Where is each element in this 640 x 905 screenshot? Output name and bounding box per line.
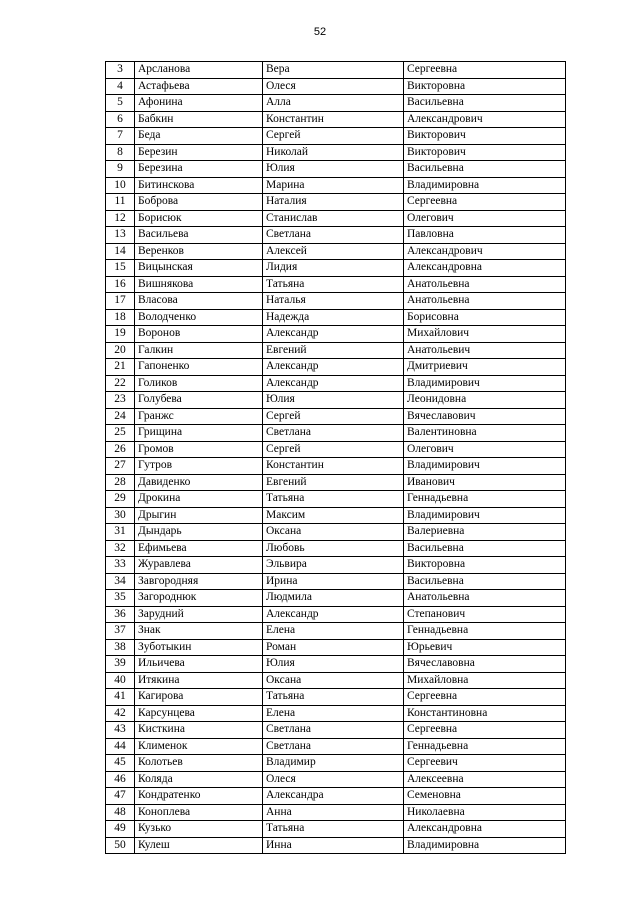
first-name-cell: Ирина xyxy=(263,573,404,590)
patronymic-cell: Владимировна xyxy=(404,837,566,854)
table-row xyxy=(106,590,566,607)
table-row xyxy=(106,392,566,409)
first-name-cell: Эльвира xyxy=(263,557,404,574)
table-row xyxy=(106,755,566,772)
row-number-cell: 10 xyxy=(106,177,135,194)
roster-table-body xyxy=(106,62,566,854)
first-name-cell: Светлана xyxy=(263,722,404,739)
patronymic-cell: Александрович xyxy=(404,111,566,128)
last-name-cell: Бабкин xyxy=(135,111,263,128)
last-name-cell: Воронов xyxy=(135,326,263,343)
last-name-cell: Борисюк xyxy=(135,210,263,227)
first-name-cell: Татьяна xyxy=(263,491,404,508)
table-row xyxy=(106,194,566,211)
last-name-cell: Дрокина xyxy=(135,491,263,508)
patronymic-cell: Степанович xyxy=(404,606,566,623)
last-name-cell: Дрыгин xyxy=(135,507,263,524)
row-number-cell: 7 xyxy=(106,128,135,145)
table-row xyxy=(106,656,566,673)
last-name-cell: Гутров xyxy=(135,458,263,475)
first-name-cell: Любовь xyxy=(263,540,404,557)
row-number-cell: 13 xyxy=(106,227,135,244)
last-name-cell: Гранжс xyxy=(135,408,263,425)
table-row xyxy=(106,689,566,706)
row-number-cell: 48 xyxy=(106,804,135,821)
table-row xyxy=(106,771,566,788)
patronymic-cell: Васильевна xyxy=(404,540,566,557)
last-name-cell: Березина xyxy=(135,161,263,178)
row-number-cell: 32 xyxy=(106,540,135,557)
roster-table xyxy=(105,61,566,854)
patronymic-cell: Владимирович xyxy=(404,458,566,475)
last-name-cell: Вицынская xyxy=(135,260,263,277)
table-row xyxy=(106,804,566,821)
row-number-cell: 27 xyxy=(106,458,135,475)
patronymic-cell: Валериевна xyxy=(404,524,566,541)
row-number-cell: 39 xyxy=(106,656,135,673)
last-name-cell: Завгородняя xyxy=(135,573,263,590)
patronymic-cell: Александрович xyxy=(404,243,566,260)
last-name-cell: Коляда xyxy=(135,771,263,788)
last-name-cell: Клименок xyxy=(135,738,263,755)
table-row xyxy=(106,507,566,524)
row-number-cell: 30 xyxy=(106,507,135,524)
first-name-cell: Сергей xyxy=(263,441,404,458)
first-name-cell: Елена xyxy=(263,705,404,722)
table-row xyxy=(106,722,566,739)
patronymic-cell: Анатольевна xyxy=(404,276,566,293)
patronymic-cell: Викторович xyxy=(404,128,566,145)
table-row xyxy=(106,425,566,442)
table-row xyxy=(106,540,566,557)
first-name-cell: Инна xyxy=(263,837,404,854)
table-row xyxy=(106,474,566,491)
first-name-cell: Роман xyxy=(263,639,404,656)
row-number-cell: 8 xyxy=(106,144,135,161)
first-name-cell: Алексей xyxy=(263,243,404,260)
table-row xyxy=(106,177,566,194)
row-number-cell: 9 xyxy=(106,161,135,178)
first-name-cell: Татьяна xyxy=(263,276,404,293)
first-name-cell: Александр xyxy=(263,606,404,623)
last-name-cell: Беда xyxy=(135,128,263,145)
table-row xyxy=(106,557,566,574)
last-name-cell: Зуботыкин xyxy=(135,639,263,656)
last-name-cell: Загороднюк xyxy=(135,590,263,607)
row-number-cell: 6 xyxy=(106,111,135,128)
table-row xyxy=(106,227,566,244)
last-name-cell: Кулеш xyxy=(135,837,263,854)
first-name-cell: Максим xyxy=(263,507,404,524)
patronymic-cell: Сергеевна xyxy=(404,722,566,739)
last-name-cell: Битинскова xyxy=(135,177,263,194)
row-number-cell: 16 xyxy=(106,276,135,293)
last-name-cell: Володченко xyxy=(135,309,263,326)
row-number-cell: 29 xyxy=(106,491,135,508)
first-name-cell: Татьяна xyxy=(263,689,404,706)
patronymic-cell: Викторовна xyxy=(404,557,566,574)
first-name-cell: Алла xyxy=(263,95,404,112)
first-name-cell: Юлия xyxy=(263,656,404,673)
row-number-cell: 17 xyxy=(106,293,135,310)
row-number-cell: 18 xyxy=(106,309,135,326)
last-name-cell: Галкин xyxy=(135,342,263,359)
first-name-cell: Александра xyxy=(263,788,404,805)
row-number-cell: 50 xyxy=(106,837,135,854)
row-number-cell: 4 xyxy=(106,78,135,95)
last-name-cell: Астафьева xyxy=(135,78,263,95)
last-name-cell: Кузько xyxy=(135,821,263,838)
table-row xyxy=(106,408,566,425)
patronymic-cell: Викторовна xyxy=(404,78,566,95)
first-name-cell: Лидия xyxy=(263,260,404,277)
first-name-cell: Оксана xyxy=(263,524,404,541)
patronymic-cell: Павловна xyxy=(404,227,566,244)
last-name-cell: Афонина xyxy=(135,95,263,112)
table-row xyxy=(106,276,566,293)
last-name-cell: Дындарь xyxy=(135,524,263,541)
first-name-cell: Надежда xyxy=(263,309,404,326)
first-name-cell: Александр xyxy=(263,326,404,343)
row-number-cell: 12 xyxy=(106,210,135,227)
first-name-cell: Марина xyxy=(263,177,404,194)
first-name-cell: Николай xyxy=(263,144,404,161)
last-name-cell: Давиденко xyxy=(135,474,263,491)
row-number-cell: 24 xyxy=(106,408,135,425)
last-name-cell: Гапоненко xyxy=(135,359,263,376)
last-name-cell: Кисткина xyxy=(135,722,263,739)
table-row xyxy=(106,309,566,326)
row-number-cell: 45 xyxy=(106,755,135,772)
last-name-cell: Ильичева xyxy=(135,656,263,673)
patronymic-cell: Владимировна xyxy=(404,177,566,194)
patronymic-cell: Валентиновна xyxy=(404,425,566,442)
last-name-cell: Арсланова xyxy=(135,62,263,79)
row-number-cell: 47 xyxy=(106,788,135,805)
row-number-cell: 38 xyxy=(106,639,135,656)
first-name-cell: Сергей xyxy=(263,128,404,145)
patronymic-cell: Леонидовна xyxy=(404,392,566,409)
patronymic-cell: Геннадьевна xyxy=(404,623,566,640)
row-number-cell: 11 xyxy=(106,194,135,211)
patronymic-cell: Вячеславович xyxy=(404,408,566,425)
table-row xyxy=(106,78,566,95)
first-name-cell: Александр xyxy=(263,359,404,376)
row-number-cell: 26 xyxy=(106,441,135,458)
row-number-cell: 31 xyxy=(106,524,135,541)
row-number-cell: 15 xyxy=(106,260,135,277)
first-name-cell: Наталья xyxy=(263,293,404,310)
last-name-cell: Карсунцева xyxy=(135,705,263,722)
patronymic-cell: Юрьевич xyxy=(404,639,566,656)
row-number-cell: 34 xyxy=(106,573,135,590)
last-name-cell: Боброва xyxy=(135,194,263,211)
table-row xyxy=(106,606,566,623)
first-name-cell: Евгений xyxy=(263,474,404,491)
table-row xyxy=(106,62,566,79)
last-name-cell: Громов xyxy=(135,441,263,458)
page-number: 52 xyxy=(313,26,327,38)
first-name-cell: Константин xyxy=(263,111,404,128)
patronymic-cell: Михайловна xyxy=(404,672,566,689)
last-name-cell: Знак xyxy=(135,623,263,640)
row-number-cell: 33 xyxy=(106,557,135,574)
last-name-cell: Кондратенко xyxy=(135,788,263,805)
patronymic-cell: Анатольевич xyxy=(404,342,566,359)
patronymic-cell: Олегович xyxy=(404,441,566,458)
last-name-cell: Веренков xyxy=(135,243,263,260)
row-number-cell: 49 xyxy=(106,821,135,838)
first-name-cell: Юлия xyxy=(263,161,404,178)
table-row xyxy=(106,375,566,392)
table-row xyxy=(106,623,566,640)
patronymic-cell: Владимирович xyxy=(404,507,566,524)
first-name-cell: Людмила xyxy=(263,590,404,607)
patronymic-cell: Васильевна xyxy=(404,573,566,590)
row-number-cell: 5 xyxy=(106,95,135,112)
row-number-cell: 14 xyxy=(106,243,135,260)
patronymic-cell: Олегович xyxy=(404,210,566,227)
row-number-cell: 23 xyxy=(106,392,135,409)
row-number-cell: 35 xyxy=(106,590,135,607)
table-row xyxy=(106,342,566,359)
table-row xyxy=(106,243,566,260)
patronymic-cell: Анатольевна xyxy=(404,590,566,607)
patronymic-cell: Семеновна xyxy=(404,788,566,805)
first-name-cell: Юлия xyxy=(263,392,404,409)
table-row xyxy=(106,128,566,145)
first-name-cell: Светлана xyxy=(263,227,404,244)
table-row xyxy=(106,639,566,656)
row-number-cell: 44 xyxy=(106,738,135,755)
last-name-cell: Журавлева xyxy=(135,557,263,574)
table-row xyxy=(106,161,566,178)
row-number-cell: 41 xyxy=(106,689,135,706)
patronymic-cell: Викторович xyxy=(404,144,566,161)
patronymic-cell: Борисовна xyxy=(404,309,566,326)
table-row xyxy=(106,821,566,838)
first-name-cell: Анна xyxy=(263,804,404,821)
first-name-cell: Олеся xyxy=(263,78,404,95)
first-name-cell: Оксана xyxy=(263,672,404,689)
row-number-cell: 3 xyxy=(106,62,135,79)
last-name-cell: Березин xyxy=(135,144,263,161)
table-row xyxy=(106,210,566,227)
patronymic-cell: Александровна xyxy=(404,260,566,277)
patronymic-cell: Васильевна xyxy=(404,161,566,178)
patronymic-cell: Александровна xyxy=(404,821,566,838)
last-name-cell: Голубева xyxy=(135,392,263,409)
patronymic-cell: Сергеевна xyxy=(404,689,566,706)
row-number-cell: 42 xyxy=(106,705,135,722)
first-name-cell: Владимир xyxy=(263,755,404,772)
row-number-cell: 25 xyxy=(106,425,135,442)
last-name-cell: Итякина xyxy=(135,672,263,689)
table-row xyxy=(106,260,566,277)
last-name-cell: Голиков xyxy=(135,375,263,392)
first-name-cell: Вера xyxy=(263,62,404,79)
last-name-cell: Грищина xyxy=(135,425,263,442)
first-name-cell: Сергей xyxy=(263,408,404,425)
table-row xyxy=(106,738,566,755)
patronymic-cell: Сергеевна xyxy=(404,194,566,211)
patronymic-cell: Васильевна xyxy=(404,95,566,112)
patronymic-cell: Вячеславовна xyxy=(404,656,566,673)
table-row xyxy=(106,491,566,508)
last-name-cell: Васильева xyxy=(135,227,263,244)
patronymic-cell: Николаевна xyxy=(404,804,566,821)
patronymic-cell: Геннадьевна xyxy=(404,491,566,508)
last-name-cell: Власова xyxy=(135,293,263,310)
row-number-cell: 19 xyxy=(106,326,135,343)
table-row xyxy=(106,458,566,475)
table-row xyxy=(106,293,566,310)
patronymic-cell: Михайлович xyxy=(404,326,566,343)
patronymic-cell: Иванович xyxy=(404,474,566,491)
row-number-cell: 22 xyxy=(106,375,135,392)
table-row xyxy=(106,705,566,722)
patronymic-cell: Владимирович xyxy=(404,375,566,392)
patronymic-cell: Анатольевна xyxy=(404,293,566,310)
table-row xyxy=(106,95,566,112)
table-row xyxy=(106,788,566,805)
first-name-cell: Наталия xyxy=(263,194,404,211)
first-name-cell: Олеся xyxy=(263,771,404,788)
first-name-cell: Евгений xyxy=(263,342,404,359)
patronymic-cell: Геннадьевна xyxy=(404,738,566,755)
patronymic-cell: Сергеевич xyxy=(404,755,566,772)
patronymic-cell: Константиновна xyxy=(404,705,566,722)
table-row xyxy=(106,326,566,343)
table-row xyxy=(106,359,566,376)
last-name-cell: Колотьев xyxy=(135,755,263,772)
row-number-cell: 40 xyxy=(106,672,135,689)
table-row xyxy=(106,441,566,458)
row-number-cell: 46 xyxy=(106,771,135,788)
table-row xyxy=(106,672,566,689)
patronymic-cell: Дмитриевич xyxy=(404,359,566,376)
row-number-cell: 20 xyxy=(106,342,135,359)
last-name-cell: Вишнякова xyxy=(135,276,263,293)
patronymic-cell: Сергеевна xyxy=(404,62,566,79)
first-name-cell: Елена xyxy=(263,623,404,640)
table-row xyxy=(106,144,566,161)
table-row xyxy=(106,111,566,128)
first-name-cell: Светлана xyxy=(263,425,404,442)
row-number-cell: 21 xyxy=(106,359,135,376)
first-name-cell: Станислав xyxy=(263,210,404,227)
table-row xyxy=(106,573,566,590)
first-name-cell: Александр xyxy=(263,375,404,392)
table-row xyxy=(106,524,566,541)
table-row xyxy=(106,837,566,854)
last-name-cell: Кагирова xyxy=(135,689,263,706)
row-number-cell: 28 xyxy=(106,474,135,491)
row-number-cell: 36 xyxy=(106,606,135,623)
last-name-cell: Зарудний xyxy=(135,606,263,623)
first-name-cell: Светлана xyxy=(263,738,404,755)
last-name-cell: Коноплева xyxy=(135,804,263,821)
row-number-cell: 37 xyxy=(106,623,135,640)
last-name-cell: Ефимьева xyxy=(135,540,263,557)
patronymic-cell: Алексеевна xyxy=(404,771,566,788)
row-number-cell: 43 xyxy=(106,722,135,739)
first-name-cell: Константин xyxy=(263,458,404,475)
first-name-cell: Татьяна xyxy=(263,821,404,838)
